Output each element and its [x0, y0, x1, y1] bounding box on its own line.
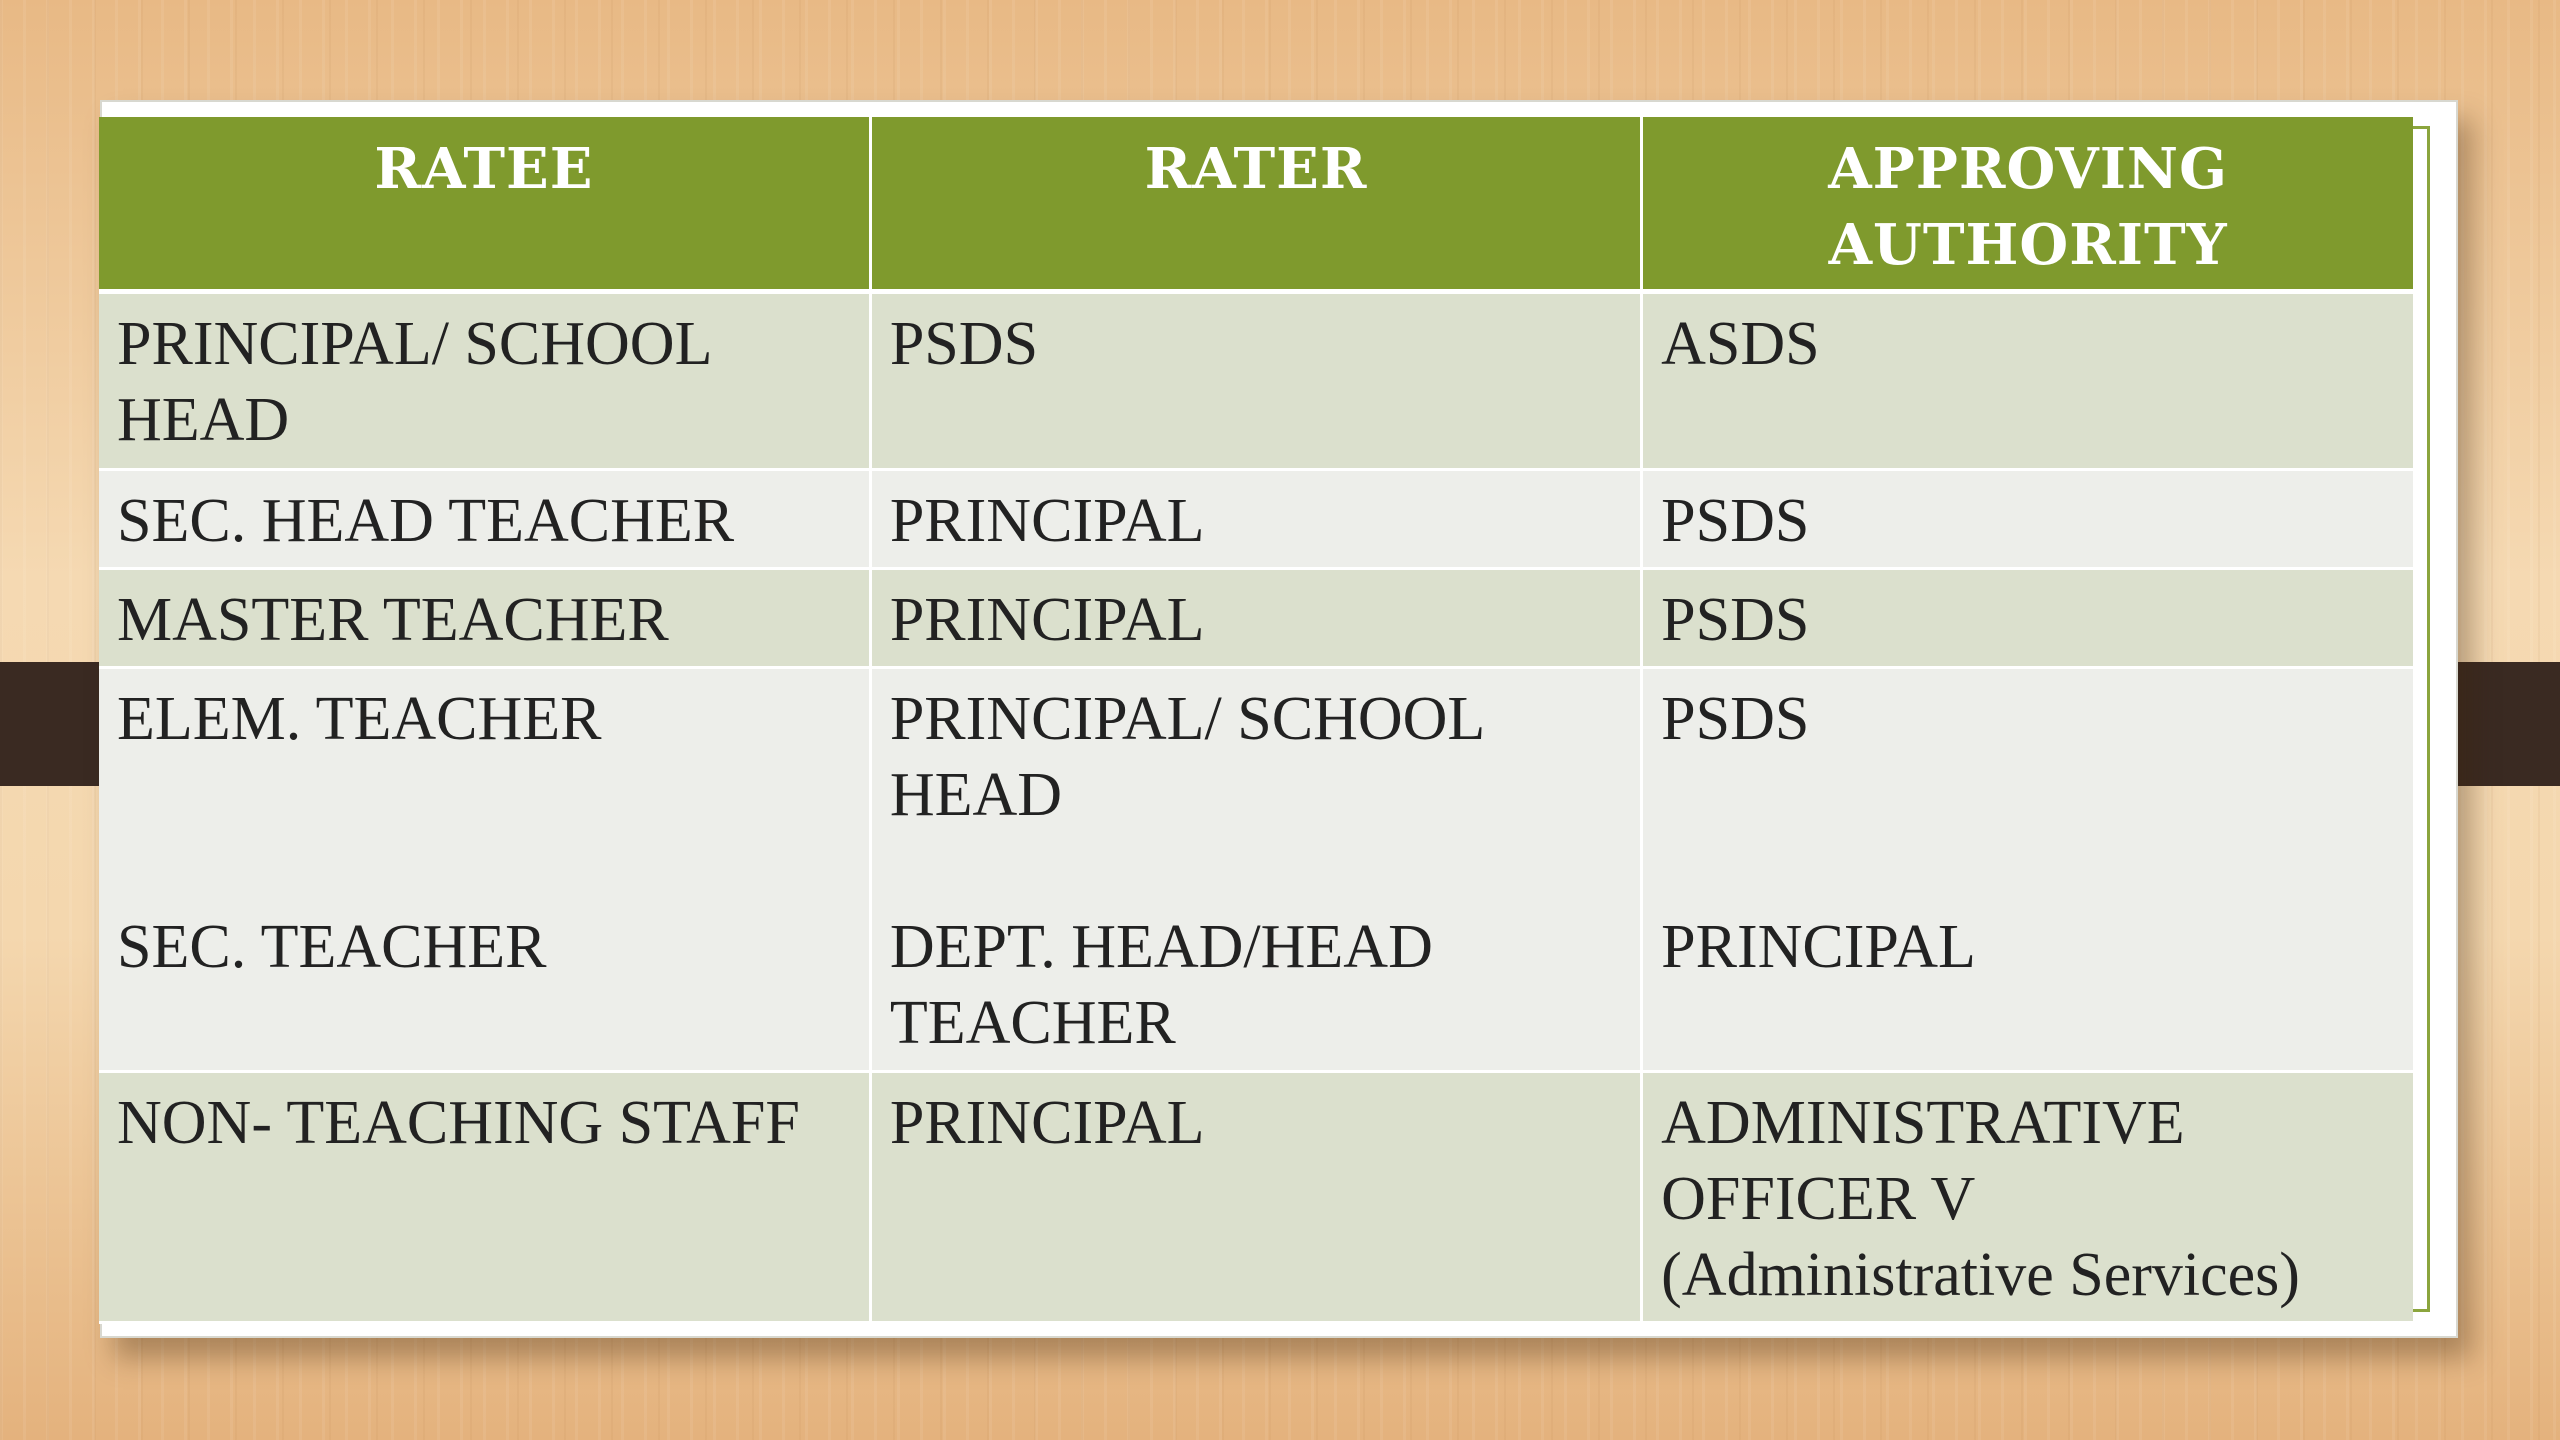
ratee-cell: PRINCIPAL/ SCHOOL HEAD [99, 292, 870, 470]
rater-cell: PRINCIPAL [870, 470, 1641, 569]
table-row [99, 292, 2413, 470]
ratee-cell: SEC. HEAD TEACHER [99, 470, 870, 569]
approving-admin-services: (Administrative Services) [1661, 1241, 2300, 1309]
rater-cell [870, 668, 1641, 1072]
cell-spacer [890, 833, 1622, 909]
cell-spacer [1661, 833, 2395, 909]
header-rater: RATER [870, 117, 1641, 292]
table-row [99, 1072, 2413, 1323]
ratee-cell: MASTER TEACHER [99, 569, 870, 668]
approving-psds: PSDS [1661, 685, 1810, 753]
table-row [99, 569, 2413, 668]
ratee-sec-teacher: SEC. TEACHER [117, 913, 547, 981]
header-ratee: RATEE [99, 117, 870, 292]
rater-cell: PRINCIPAL [870, 1072, 1641, 1323]
approving-admin-officer: ADMINISTRATIVE OFFICER V [1661, 1089, 2185, 1233]
approving-cell: PSDS [1642, 569, 2413, 668]
rating-table [99, 117, 2413, 1324]
approving-cell: ASDS [1642, 292, 2413, 470]
rater-principal-school-head: PRINCIPAL/ SCHOOL HEAD [889, 685, 1483, 829]
approving-principal: PRINCIPAL [1661, 913, 1976, 981]
table-row [99, 668, 2413, 1072]
ratee-cell [99, 668, 870, 1072]
rater-cell: PSDS [870, 292, 1641, 470]
background-dark-band-left [0, 662, 110, 786]
cell-spacer [117, 757, 851, 833]
table-row [99, 470, 2413, 569]
ratee-cell: NON- TEACHING STAFF [99, 1072, 870, 1323]
approving-cell [1642, 1072, 2413, 1323]
approving-cell: PSDS [1642, 470, 2413, 569]
rater-dept-head: DEPT. HEAD/HEAD TEACHER [889, 913, 1433, 1057]
table-header-row [99, 117, 2413, 292]
cell-spacer [1661, 757, 2395, 833]
ratee-elem-teacher: ELEM. TEACHER [117, 685, 602, 753]
cell-spacer [117, 833, 851, 909]
rater-cell: PRINCIPAL [870, 569, 1641, 668]
approving-cell [1642, 668, 2413, 1072]
header-approving-authority: APPROVING AUTHORITY [1642, 117, 2413, 292]
